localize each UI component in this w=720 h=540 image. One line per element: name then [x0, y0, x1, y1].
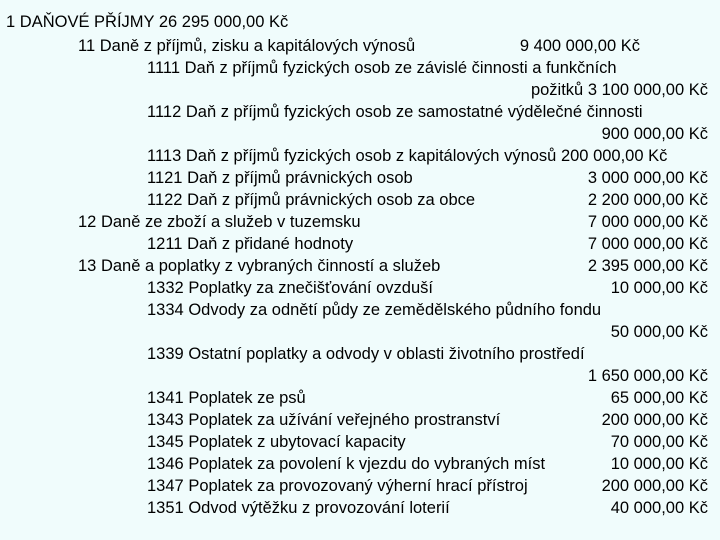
item-label: Daně z příjmů, zisku a kapitálových výnosů — [99, 37, 416, 55]
item-label-continued: požitků — [530, 81, 584, 99]
item-line — [147, 299, 601, 321]
item-code: 1339 — [147, 345, 184, 363]
item-amount: 10 000,00 Kč — [610, 279, 708, 297]
item-label: Daň z přidané hodnoty — [187, 235, 354, 253]
item-line — [147, 475, 528, 497]
heading-label: DAŇOVÉ PŘÍJMY — [19, 13, 155, 31]
item-code: 11 — [78, 37, 96, 55]
item-amount: 3 000 000,00 Kč — [587, 169, 708, 187]
item-amount: 200 000,00 Kč — [601, 477, 708, 495]
item-code: 1334 — [147, 301, 184, 319]
item-label: Daně ze zboží a služeb v tuzemsku — [100, 213, 361, 231]
item-code: 1341 — [147, 389, 184, 407]
item-amount: 2 395 000,00 Kč — [587, 257, 708, 275]
item-label: Daň z příjmů právnických osob za obce — [187, 191, 476, 209]
item-line — [78, 255, 440, 277]
item-label: Daň z příjmů fyzických osob ze samostatné výdělečné činnosti — [185, 103, 643, 121]
heading-amount: 26 295 000,00 Kč — [158, 13, 289, 31]
item-line — [147, 453, 545, 475]
item-code: 1112 — [147, 103, 182, 121]
item-code: 1211 — [147, 235, 183, 253]
item-line — [147, 343, 585, 365]
item-amount: 70 000,00 Kč — [610, 433, 708, 451]
item-amount: 7 000 000,00 Kč — [587, 235, 708, 253]
item-code: 1343 — [147, 411, 184, 429]
item-label: Daně a poplatky z vybraných činností a služeb — [100, 257, 441, 275]
item-line — [147, 57, 617, 79]
item-label: Poplatek za provozovaný výherní hrací přístroj — [188, 477, 528, 495]
item-code: 1346 — [147, 455, 184, 473]
item-amount: 3 100 000,00 Kč — [587, 81, 708, 99]
item-label: Odvod výtěžku z provozování loterií — [188, 499, 450, 517]
item-code: 1111 — [147, 59, 181, 77]
item-code: 1113 — [147, 147, 182, 165]
item-amount: 40 000,00 Kč — [610, 499, 708, 517]
item-amount: 900 000,00 Kč — [601, 125, 708, 143]
heading-code: 1 — [6, 13, 16, 31]
item-code: 13 — [78, 257, 97, 275]
item-code: 1332 — [147, 279, 184, 297]
item-label: Daň z příjmů fyzických osob z kapitálových výnosů — [185, 147, 557, 165]
item-label: Poplatky za znečišťování ovzduší — [188, 279, 433, 297]
item-code: 1121 — [147, 169, 183, 187]
item-amount: 9 400 000,00 Kč — [519, 37, 640, 55]
item-label: Poplatek za užívání veřejného prostranství — [188, 411, 501, 429]
item-line — [78, 35, 415, 57]
item-amount: 1 650 000,00 Kč — [587, 367, 708, 385]
item-line — [147, 431, 406, 453]
item-label: Poplatek z ubytovací kapacity — [188, 433, 406, 451]
item-label: Poplatek za povolení k vjezdu do vybraných míst — [188, 455, 546, 473]
item-amount: 200 000,00 Kč — [560, 147, 668, 165]
item-amount: 10 000,00 Kč — [610, 455, 708, 473]
item-line — [147, 387, 306, 409]
item-amount: 65 000,00 Kč — [610, 389, 708, 407]
item-line — [147, 409, 500, 431]
item-line — [78, 211, 361, 233]
item-code: 1347 — [147, 477, 184, 495]
item-code: 1351 — [147, 499, 184, 517]
item-label: Poplatek ze psů — [188, 389, 306, 407]
heading-line — [6, 11, 288, 33]
item-label: Daň z příjmů právnických osob — [187, 169, 413, 187]
item-label: Ostatní poplatky a odvody v oblasti životního prostředí — [188, 345, 585, 363]
item-line — [147, 233, 353, 255]
item-amount: 200 000,00 Kč — [601, 411, 708, 429]
item-amount: 2 200 000,00 Kč — [587, 191, 708, 209]
item-label: Odvody za odnětí půdy ze zemědělského půdního fondu — [188, 301, 602, 319]
item-code: 1345 — [147, 433, 184, 451]
item-line — [147, 167, 413, 189]
item-line — [147, 189, 475, 211]
item-line — [147, 101, 643, 123]
item-line — [147, 277, 433, 299]
item-line — [147, 145, 667, 167]
item-code: 12 — [78, 213, 97, 231]
item-amount-line — [531, 79, 708, 101]
item-label: Daň z příjmů fyzických osob ze závislé činnosti a funkčních — [184, 59, 617, 77]
item-line — [147, 497, 450, 519]
item-amount: 7 000 000,00 Kč — [587, 213, 708, 231]
item-code: 1122 — [147, 191, 183, 209]
item-amount: 50 000,00 Kč — [610, 323, 708, 341]
